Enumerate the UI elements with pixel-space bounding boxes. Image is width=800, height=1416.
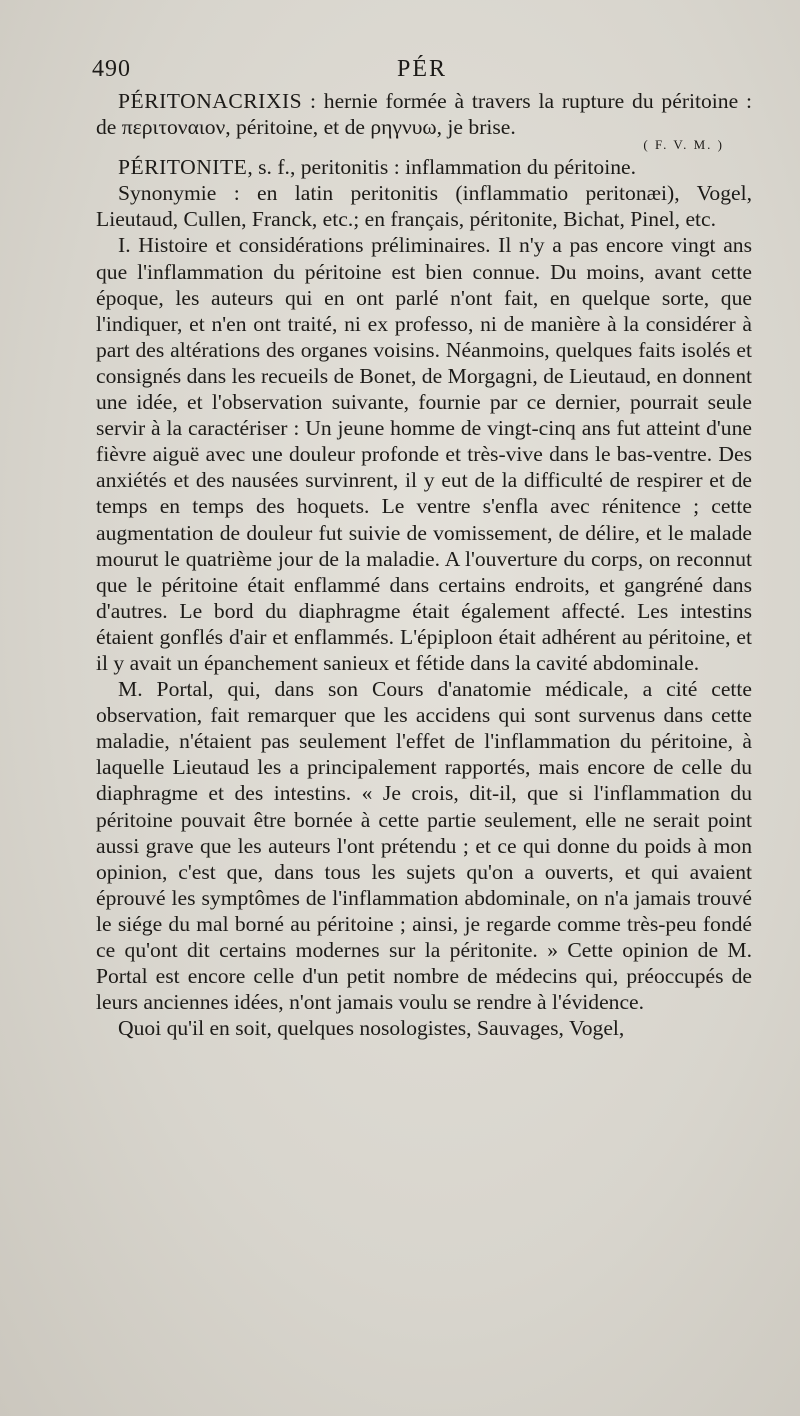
entry-peritonite — [96, 154, 752, 180]
paragraph-last: Quoi qu'il en soit, quelques nosologistes, Sauvages, Vogel, — [118, 1016, 625, 1041]
entry-term: PÉRITONITE — [118, 155, 248, 180]
page-body — [96, 88, 752, 1041]
entry-definition: , s. f., peritonitis : inflammation du péritoine. — [247, 155, 636, 180]
entry-term: PÉRITONACRIXIS — [118, 89, 303, 113]
paragraph-histoire: I. Histoire et considérations préliminaires. Il n'y a pas encore vingt ans que l'inflammation du péritoine est bien connue. Du moins, avant cette époque, les auteurs qui en ont parlé n'ont fait, en quelque sorte, que l'indiquer, et n'en ont traité, ni ex professo, ni de manière à la considérer à part des altérations des organes voisins. Néanmoins, quelques faits isolés et consignés dans les recueils de Bonet, de Morgagni, de Lieutaud, en donnent une idée, et l'observation suivante, fournie par ce dernier, pourrait seule servir à la caractériser : Un jeune homme de vingt-cinq ans fut atteint d'une fièvre aiguë avec une douleur profonde et très-vive dans le bas-ventre. Des anxiétés et des nausées survinrent, il y eut de la difficulté de respirer et de temps en temps des hoquets. Le ventre s'enfla avec rénitence ; cette augmentation de douleur fut suivie de vomissement, de délire, et le malade mourut le quatrième jour de la maladie. A l'ouverture du corps, on reconnut que le péritoine était enflammé dans certains endroits, et gangréné dans d'autres. Le bord du diaphragme était également affecté. Les intestins étaient gonflés d'air et enflammés. L'épiploon était adhérent au péritoine, et il y avait un épanchement sanieux et fétide dans la cavité abdominale. — [96, 233, 752, 675]
page-number: 490 — [92, 56, 131, 82]
paragraph-portal: M. Portal, qui, dans son Cours d'anatomie médicale, a cité cette observation, fait remarquer que les accidens qui sont survenus dans cette maladie, n'étaient pas seulement l'effet de l'inflammation du péritoine, à laquelle Lieutaud les a principalement rapportés, mais encore de celle du diaphragme et des intestins. « Je crois, dit-il, que si l'inflammation du péritoine pouvait être bornée à cette partie seulement, elle ne serait point aussi grave que les auteurs l'ont prétendu ; et ce qui donne du poids à mon opinion, c'est que, dans tous les sujets qu'on a ouverts, et qui avaient éprouvé les symptômes de l'inflammation abdominale, on n'a jamais trouvé le siége du mal borné au péritoine ; ainsi, je regarde comme très-peu fondé ce qu'ont dit certains modernes sur la péritonite. » Cette opinion de M. Portal est encore celle d'un petit nombre de médecins qui, préoccupés de leurs anciennes idées, n'ont jamais voulu se rendre à l'évidence. — [96, 677, 752, 1015]
entry-definition: : hernie formée à travers la rupture du péritoine : de περιτοναιον, péritoine, et de ρηγνυω, je brise. — [96, 89, 752, 140]
entry-peritonacrixis — [96, 88, 752, 140]
page-header — [92, 56, 752, 86]
paragraph-synonymie: Synonymie : en latin peritonitis (inflammatio peritonæi), Vogel, Lieutaud, Cullen, Franck, etc.; en français, péritonite, Bichat, Pinel, etc. — [96, 181, 752, 232]
running-head: PÉR — [396, 56, 447, 82]
author-signature: ( F. V. M. ) — [643, 137, 724, 153]
